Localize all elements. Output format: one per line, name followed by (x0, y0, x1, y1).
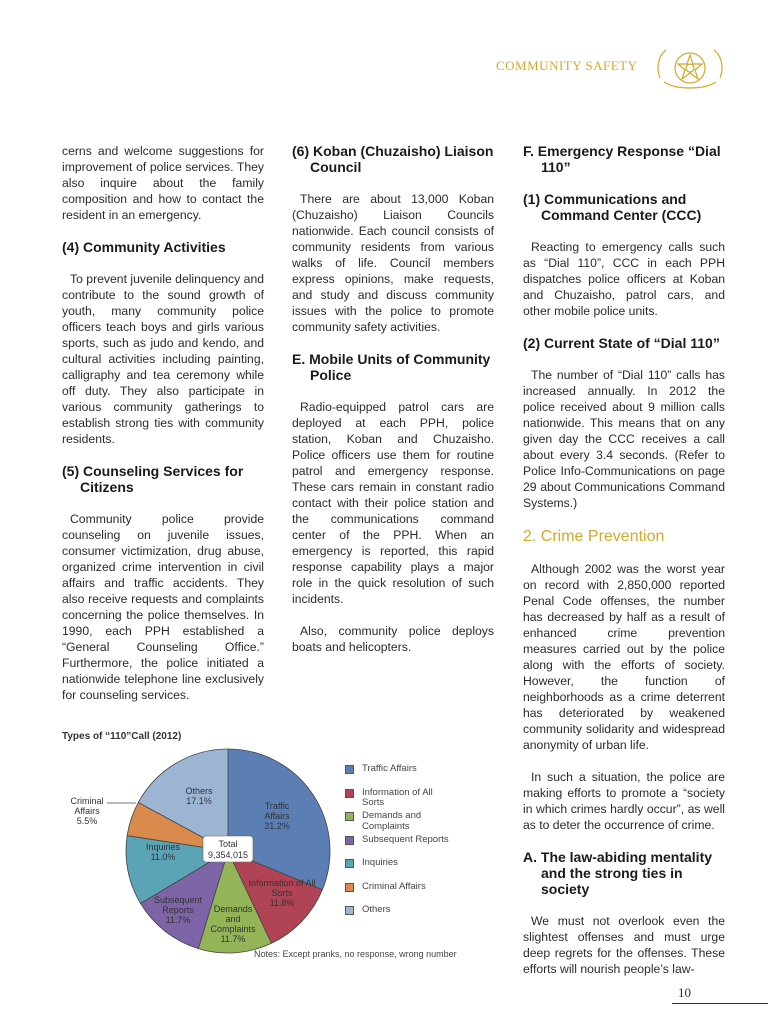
paragraph-counseling-services: Community police provide counseling on juvenile issues, consumer victimization, drug abuse, organized crime intervention in civil affairs and traffic accidents. They also receive requests and complaints concerning the police themselves. In 1990, each PPH established a “General Counseling Office.” Furthermore, the police initiated a nationwide telephone line exclusively for counseling services. (62, 512, 264, 702)
paragraph-boats: Also, community police deploys boats and helicopters. (292, 624, 494, 654)
column-3 (523, 143, 725, 993)
pie-label-demands-and-complaints: Demands and Complaints 11.7% (210, 904, 256, 944)
pie-total-value: 9,354,015 (207, 850, 249, 860)
section-title: COMMUNITY SAFETY (496, 58, 638, 73)
legend-label: Demands and Complaints (362, 810, 422, 832)
legend-swatch (345, 859, 354, 868)
legend-label: Criminal Affairs (362, 880, 426, 892)
pie-label-inquiries: Inquiries 11.0% (145, 842, 181, 862)
paragraph-continued: cerns and welcome suggestions for improvement of police services. They also inquire about the family composition and how to contact the resident in an emergency. (62, 144, 264, 222)
legend-label: Others (362, 904, 391, 915)
column-2 (292, 143, 494, 671)
pie-label-subsequent-reports: Subsequent Reports 11.7% (153, 895, 203, 925)
heading-counseling-services: (5) Counseling Services for Citizens (62, 463, 244, 495)
legend-swatch (345, 836, 354, 845)
heading-law-abiding: A. The law-abiding mentality and the strong ties in society (523, 849, 713, 897)
page-rule (672, 1003, 768, 1004)
page-number: 10 (678, 985, 691, 1000)
paragraph-koban-liaison: There are about 13,000 Koban (Chuzaisho) Liaison Councils nationwide. Each council consists of community residents from various walks of life. Council members express opinions, make requests, and study and discuss community issues with the police to promote community safety activities. (292, 192, 494, 334)
legend-swatch (345, 883, 354, 892)
legend-label: Information of All Sorts (362, 786, 433, 808)
heading-koban-liaison: (6) Koban (Chuzaisho) Liaison Council (292, 143, 494, 175)
column-1 (62, 143, 264, 719)
paragraph-crime-prevention: Although 2002 was the worst year on record with 2,850,000 reported Penal Code offenses, the number has decreased by half as a result of enhanced crime prevention measures carried out by the police along with the efforts of society. However, the function of neighborhoods as a crime deterrent has deteriorated by weakened community solidarity and widespread anonymity of urban life. (523, 562, 725, 752)
legend-label: Subsequent Reports (362, 833, 449, 845)
chart-title: Types of “110”Call (2012) (62, 731, 182, 742)
legend-swatch (345, 765, 354, 774)
heading-crime-prevention: 2. Crime Prevention (523, 528, 665, 545)
legend-swatch (345, 812, 354, 821)
legend-label: Traffic Affairs (362, 763, 417, 774)
paragraph-ccc: Reacting to emergency calls such as “Dial 110”, CCC in each PPH dispatches police officers at Koban and Chuzaisho, patrol cars, and other mobile police units. (523, 240, 725, 318)
heading-mobile-units: E. Mobile Units of Community Police (292, 351, 491, 383)
heading-ccc: (1) Communications and Command Center (CCC) (523, 191, 702, 223)
chart-notes: Notes: Except pranks, no response, wrong number (254, 949, 457, 959)
paragraph-law-abiding: We must not overlook even the slightest offenses and must urge deep regrets for the offenses. These efforts will nourish people’s law- (523, 914, 725, 976)
pie-label-others: Others 17.1% (185, 786, 213, 806)
legend-item-others (345, 905, 485, 929)
heading-current-state: (2) Current State of “Dial 110” (523, 335, 720, 351)
legend-swatch (345, 789, 354, 798)
pie-label-information-of-all-sorts: Information of All Sorts 11.8% (248, 878, 316, 908)
legend-item-demands-and-complaints (345, 811, 485, 835)
legend-swatch (345, 906, 354, 915)
paragraph-situation: In such a situation, the police are making efforts to promote a “society in which crimes hardly occur”, as well as to deter the occurrence of crime. (523, 770, 725, 832)
pie-chart (60, 745, 350, 955)
pie-total-label: Total (218, 839, 238, 849)
pie-label-traffic-affairs: Traffic Affairs 31.2% (264, 801, 290, 831)
legend-item-criminal-affairs (345, 882, 485, 906)
legend-item-traffic-affairs (345, 764, 485, 788)
heading-emergency-response: F. Emergency Response “Dial 110” (523, 143, 721, 175)
legend-item-subsequent-reports (345, 835, 485, 859)
chart-legend (345, 764, 485, 929)
pie-label-criminal-affairs: Criminal Affairs 5.5% (70, 796, 104, 826)
legend-label: Inquiries (362, 857, 398, 868)
paragraph-current-state: The number of “Dial 110” calls has increased annually. In 2012 the police received about 9 million calls nationwide. This means that on any given day the CCC receives a call about every 3.4 seconds. (Refer to Police Info-Communications on page 29 about Communications Command Systems.) (523, 368, 725, 510)
paragraph-mobile-units: Radio-equipped patrol cars are deployed at each PPH, police station, Koban and Chuzaisho. Police officers use them for routine patrol and emergency response. These cars remain in constant radio contact with their police station and the communications command center of the PPH. When an emergency is reported, this rapid response capability plays a major role in the quick resolution of such incidents. (292, 400, 494, 606)
police-emblem-icon (652, 38, 728, 94)
paragraph-community-activities: To prevent juvenile delinquency and contribute to the sound growth of youth, many community police officers teach boys and girls various sports, such as judo and kendo, and cultural activities including painting, calligraphy and tea ceremony while off duty. They also participate in various community gatherings to establish strong ties with community residents. (62, 272, 264, 446)
legend-item-information-of-all-sorts (345, 788, 485, 812)
legend-item-inquiries (345, 858, 485, 882)
heading-community-activities: (4) Community Activities (62, 239, 226, 255)
